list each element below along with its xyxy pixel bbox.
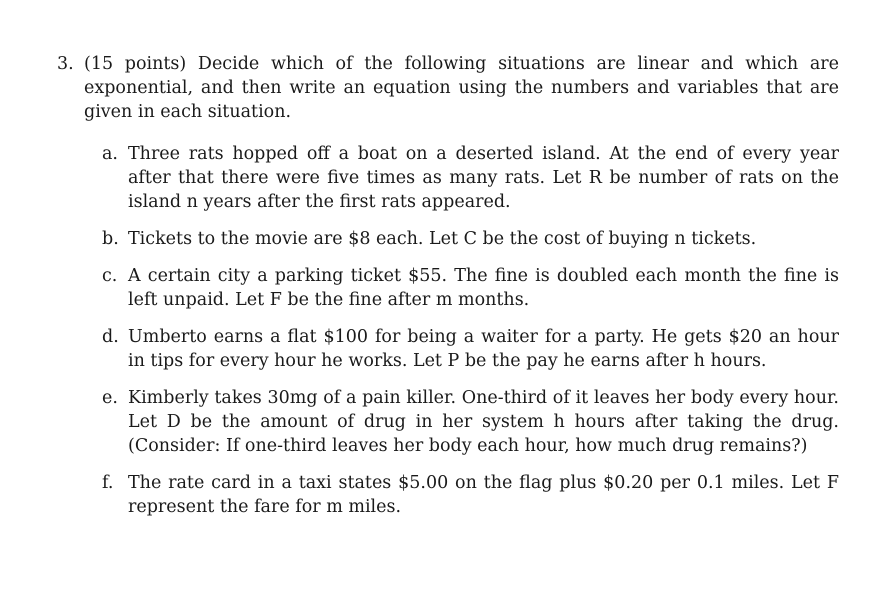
part-text: The rate card in a taxi states $5.00 on the flag plus $0.20 per 0.1 miles. Let F represent the fare for m miles. bbox=[128, 473, 839, 517]
part-f bbox=[102, 471, 839, 519]
part-text: Kimberly takes 30mg of a pain killer. One-third of it leaves her body every hour. Let D be the amount of drug in her system h hours after taking the drug. (Consider: If one-third leaves her body each hour, how much drug remains?) bbox=[128, 388, 839, 456]
part-letter: c. bbox=[102, 266, 118, 286]
part-text: Tickets to the movie are $8 each. Let C be the cost of buying n tickets. bbox=[128, 229, 757, 249]
part-a bbox=[102, 142, 839, 214]
problem-instructions: (15 points) Decide which of the following situations are linear and which are exponential, and then write an equation using the numbers and variables that are given in each situation. bbox=[84, 54, 839, 122]
part-letter: a. bbox=[102, 144, 118, 164]
part-letter: f. bbox=[102, 473, 114, 493]
part-letter: e. bbox=[102, 388, 118, 408]
part-text: Umberto earns a flat $100 for being a waiter for a party. He gets $20 an hour in tips for every hour he works. Let P be the pay he earns after h hours. bbox=[128, 327, 839, 371]
part-text: A certain city a parking ticket $55. The fine is doubled each month the fine is left unpaid. Let F be the fine after m months. bbox=[128, 266, 839, 310]
part-d bbox=[102, 325, 839, 373]
part-b bbox=[102, 227, 839, 251]
part-letter: d. bbox=[102, 327, 119, 347]
part-text: Three rats hopped off a boat on a deserted island. At the end of every year after that there were five times as many rats. Let R be number of rats on the island n years after the first rats appeared. bbox=[128, 144, 839, 212]
part-letter: b. bbox=[102, 229, 119, 249]
part-e bbox=[102, 386, 839, 458]
problem-3 bbox=[57, 52, 839, 532]
parts-list bbox=[57, 142, 839, 519]
problem-number: 3. bbox=[57, 54, 74, 74]
part-c bbox=[102, 264, 839, 312]
problem-header bbox=[57, 52, 839, 124]
